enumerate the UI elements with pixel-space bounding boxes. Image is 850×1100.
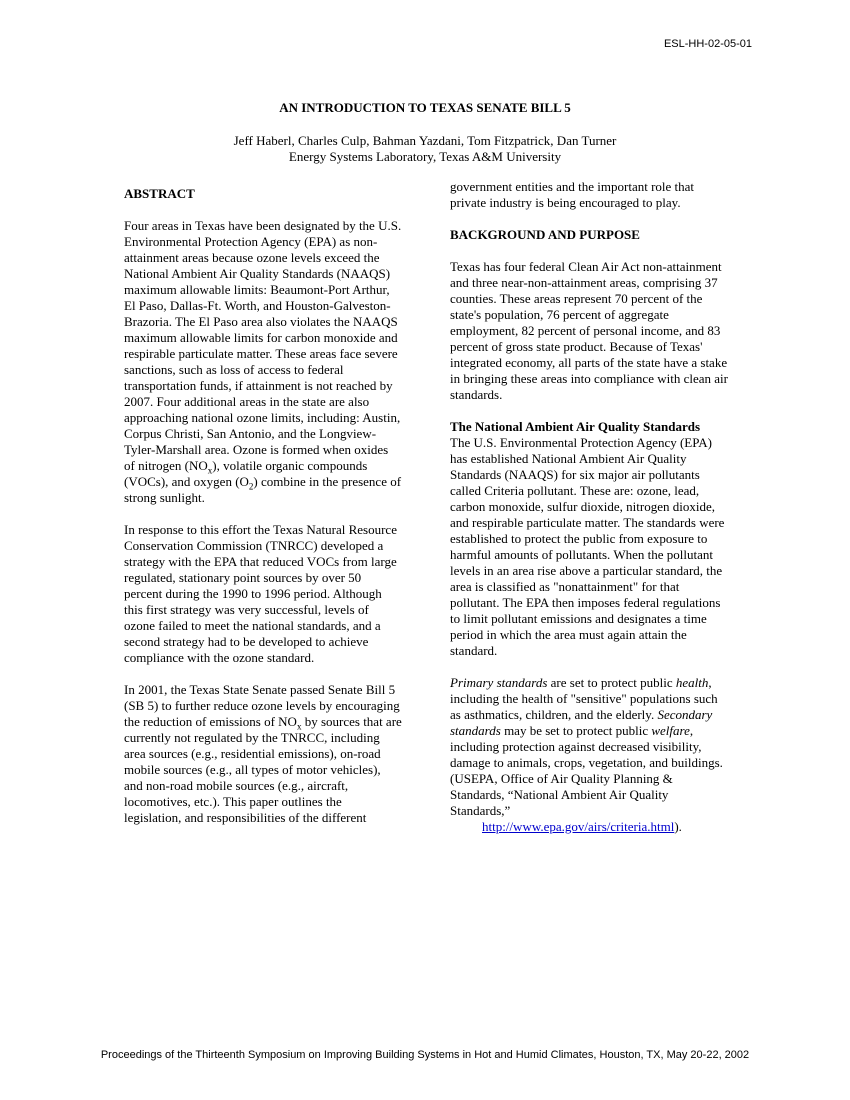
background-heading: BACKGROUND AND PURPOSE <box>450 227 640 242</box>
abstract-heading: ABSTRACT <box>124 186 195 201</box>
naaqs-section <box>450 419 728 659</box>
criteria-url-link[interactable]: http://www.epa.gov/airs/criteria.html <box>482 819 675 834</box>
affiliation: Energy Systems Laboratory, Texas A&M University <box>288 149 562 164</box>
naaqs-heading: The National Ambient Air Quality Standards <box>450 419 701 434</box>
left-column <box>124 186 402 842</box>
background-paragraph-1: Texas has four federal Clean Air Act non-attainment and three near-non-attainment areas, comprising 37 counties. These areas represent 70 percent of the state's population, 76 percent of aggregate employment, 82 percent of personal income, and 83 percent of gross state product. Because of Texas' integrated economy, all parts of the state have a stake in bringing these areas into compliance with clean air standards. <box>450 259 728 402</box>
author-block <box>0 133 850 165</box>
report-id: ESL-HH-02-05-01 <box>663 38 752 50</box>
abstract-paragraph-1: Four areas in Texas have been designated by the U.S. Environmental Protection Agency (EPA) as non-attainment areas because ozone levels exceed the National Ambient Air Quality Standards (NAAQS) maximum allowable limits: Beaumont-Port Arthur, El Paso, Dallas-Ft. Worth, and Houston-Galveston-Brazoria. The El Paso area also violates the NAAQS maximum allowable limits for carbon monoxide and respirable particulate matter. These areas face severe sanctions, such as loss of access to federal transportation funds, if attainment is not reached by 2007. Four additional areas in the state are also approaching national ozone limits, including: Austin, Corpus Christi, San Antonio, and the Longview-Tyler-Marshall area. Ozone is formed when oxides of nitrogen $(NO_x)$, volatile organic compounds (VOCs), and oxygen $(O_2)$ combine in the presence of strong sunlight. <box>124 218 402 505</box>
right-column <box>450 179 728 851</box>
paper-title: AN INTRODUCTION TO TEXAS SENATE BILL 5 <box>279 100 571 115</box>
proceedings-footer: Proceedings of the Thirteenth Symposium on Improving Building Systems in Hot and Humid Climates, Houston, TX, May 20-22, 2002 <box>100 1049 750 1061</box>
abstract-paragraph-3-continued: government entities and the important role that private industry is being encouraged to play. <box>450 179 695 210</box>
naaqs-paragraph: The U.S. Environmental Protection Agency (EPA) has established National Ambient Air Quality Standards (NAAQS) for six major air pollutants called Criteria pollutant. These are: ozone, lead, carbon monoxide, sulfur dioxide, nitrogen dioxide, and respirable particulate matter. The standards were established to protect the public from exposure to harmful amounts of pollutants. When the pollutant levels in an area rise above a particular standard, the area is classified as "nonattainment" for that pollutant. The EPA then imposes federal regulations to limit pollutant emissions and designates a time period in which the area must again attain the standard. <box>450 435 725 658</box>
author-list: Jeff Haberl, Charles Culp, Bahman Yazdani, Tom Fitzpatrick, Dan Turner <box>233 133 617 148</box>
abstract-paragraph-3: In 2001, the Texas State Senate passed Senate Bill 5 (SB 5) to further reduce ozone levels by encouraging the reduction of emissions of $NO_x$ by sources that are currently not regulated by the TNRCC, including area sources (e.g., residential emissions), on-road mobile sources (e.g., all types of motor vehicles), and non-road mobile sources (e.g., aircraft, locomotives, etc.). This paper outlines the legislation, and responsibilities of the different <box>124 682 402 825</box>
standards-paragraph: Primary standards are set to protect public health, including the health of "sensitive" populations such as asthmatics, children, and the elderly. Secondary standards may be set to protect public welfare, including protection against decreased visibility, damage to animals, crops, vegetation, and buildings. (USEPA, Office of Air Quality Planning & Standards, “National Ambient Air Quality Standards,” http://www.epa.gov/airs/criteria.html). <box>450 675 723 834</box>
abstract-paragraph-2: In response to this effort the Texas Natural Resource Conservation Commission (TNRCC) developed a strategy with the EPA that reduced VOCs from large regulated, stationary point sources by over 50 percent during the 1990 to 1996 period. Although this first strategy was very successful, levels of ozone failed to meet the national standards, and a second strategy had to be developed to achieve compliance with the ozone standard. <box>124 522 397 665</box>
